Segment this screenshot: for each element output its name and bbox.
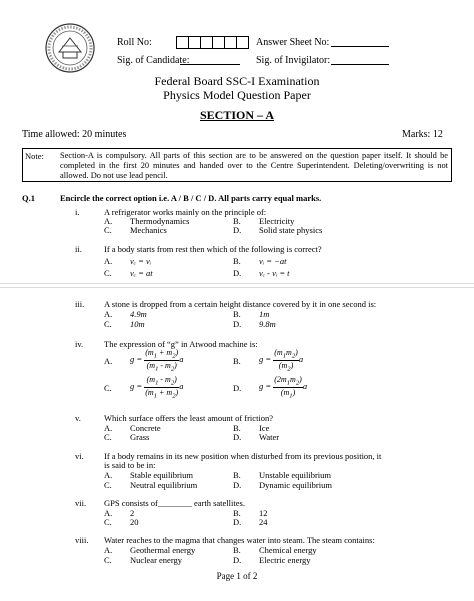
item-vi-num: vi. [75, 451, 84, 461]
opt-d-label: D. [233, 268, 242, 278]
opt-b-label: B. [233, 470, 241, 480]
opt-c-label: C. [104, 432, 112, 442]
item-viii-opt-d[interactable]: Electric energy [259, 555, 311, 565]
federal-board-seal-icon [44, 22, 96, 74]
item-v-text: Which surface offers the least amount of friction? [104, 413, 274, 423]
opt-b-label: B. [233, 216, 241, 226]
opt-d-label: D. [233, 517, 242, 527]
item-iv-opt-d[interactable]: g = $\frac{(2m_1m_2)}{(m_1)}$ a [259, 375, 308, 400]
item-vii-opt-b[interactable]: 12 [259, 508, 268, 518]
item-v-opt-c[interactable]: Grass [130, 432, 150, 442]
opt-a-label: A. [104, 216, 113, 226]
opt-c-label: C. [104, 480, 112, 490]
opt-d-label: D. [233, 225, 242, 235]
item-viii-text: Water reaches to the magma that changes water into steam. The steam contains: [104, 535, 375, 545]
item-i-opt-a[interactable]: Thermodynamics [130, 216, 190, 226]
opt-c-label: C. [104, 225, 112, 235]
opt-d-label: D. [233, 319, 242, 329]
item-vii-opt-a[interactable]: 2 [130, 508, 135, 518]
item-i-opt-d[interactable]: Solid state physics [259, 225, 323, 235]
opt-a-label: A. [104, 423, 113, 433]
item-iv-opt-b[interactable]: g = $\frac{(m_1m_2)}{(m_2)}$ a [259, 348, 304, 373]
sig-candidate-label: Sig. of Candidate: [117, 55, 190, 66]
item-i-opt-b[interactable]: Electricity [259, 216, 295, 226]
item-iii-text: A stone is dropped from a certain height distance covered by it in one second is: [104, 299, 377, 309]
note-label: Note: [25, 151, 44, 161]
item-viii-opt-a[interactable]: Geothermal energy [130, 545, 196, 555]
page-break [0, 283, 474, 288]
marks: Marks: 12 [402, 129, 443, 140]
item-iii-opt-c[interactable]: 10m [130, 319, 145, 329]
roll-no-label: Roll No: [117, 37, 152, 48]
paper-title: Physics Model Question Paper [163, 88, 311, 102]
opt-a-label: A. [104, 470, 113, 480]
item-i-text: A refrigerator works mainly on the principle of: [104, 207, 267, 217]
item-viii-num: viii. [75, 535, 89, 545]
opt-a-label: A. [104, 356, 113, 366]
opt-b-label: B. [233, 508, 241, 518]
q1-instruction: Encircle the correct option i.e. A / B / C / D. All parts carry equal marks. [60, 193, 322, 203]
opt-b-label: B. [233, 256, 241, 266]
item-iii-opt-a[interactable]: 4.9m [130, 309, 147, 319]
item-ii-opt-a[interactable]: vₑ = vᵢ [130, 256, 152, 266]
item-v-num: v. [75, 413, 81, 423]
opt-d-label: D. [233, 432, 242, 442]
item-ii-num: ii. [75, 244, 82, 254]
opt-c-label: C. [104, 517, 112, 527]
item-vi-text: If a body remains in its new position when disturbed from its previous position, it [104, 451, 382, 461]
exam-title: Federal Board SSC-I Examination [154, 74, 320, 88]
item-ii-opt-c[interactable]: vₑ = at [130, 268, 153, 278]
opt-d-label: D. [233, 383, 242, 393]
item-ii-text: If a body starts from rest then which of the following is correct? [104, 244, 322, 254]
item-iv-opt-a[interactable]: g = $\frac{(m_1 + m_2)}{(m_1 - m_2)}$ a [130, 348, 184, 373]
opt-c-label: C. [104, 383, 112, 393]
opt-c-label: C. [104, 319, 112, 329]
page-number: Page 1 of 2 [216, 571, 258, 581]
item-vii-opt-c[interactable]: 20 [130, 517, 139, 527]
item-iv-text: The expression of “g” in Atwood machine is: [104, 339, 258, 349]
q1-number: Q.1 [22, 193, 35, 203]
opt-d-label: D. [233, 480, 242, 490]
time-allowed: Time allowed: 20 minutes [22, 129, 127, 140]
item-viii-opt-b[interactable]: Chemical energy [259, 545, 317, 555]
answer-sheet-field[interactable] [331, 46, 389, 47]
opt-a-label: A. [104, 545, 113, 555]
answer-sheet-label: Answer Sheet No: [256, 37, 330, 48]
opt-a-label: A. [104, 256, 113, 266]
item-i-num: i. [75, 207, 80, 217]
item-vii-num: vii. [75, 498, 87, 508]
section-title: SECTION – A [199, 108, 275, 122]
item-iii-num: iii. [75, 299, 85, 309]
item-ii-opt-b[interactable]: vᵢ = −at [259, 256, 287, 266]
item-vi-opt-a[interactable]: Stable equilibrium [130, 470, 194, 480]
item-iii-opt-d[interactable]: 9.8m [259, 319, 276, 329]
sig-invigilator-field[interactable] [331, 64, 389, 65]
sig-invigilator-label: Sig. of Invigilator: [256, 55, 331, 66]
item-viii-opt-c[interactable]: Nuclear energy [130, 555, 182, 565]
item-vi-opt-c[interactable]: Neutral equilibrium [130, 480, 198, 490]
item-v-opt-b[interactable]: Ice [259, 423, 270, 433]
item-i-opt-c[interactable]: Mechanics [130, 225, 167, 235]
item-iii-opt-b[interactable]: 1m [259, 309, 270, 319]
opt-c-label: C. [104, 268, 112, 278]
sig-candidate-field[interactable] [180, 64, 240, 65]
item-vi-text-2: is said to be in: [104, 460, 156, 470]
opt-b-label: B. [233, 545, 241, 555]
note-text: Section-A is compulsory. All parts of this section are to be answered on the question paper itself. It should be completed in the first 20 minutes and handed over to the Centre Superintendent. Deleting/overwriting is not allowed. Do not use lead pencil. [60, 151, 448, 180]
item-vii-text: GPS consists of________ earth satellites. [104, 498, 245, 508]
item-v-opt-d[interactable]: Water [259, 432, 280, 442]
item-ii-opt-d[interactable]: vₑ - vᵢ = t [259, 268, 290, 278]
opt-b-label: B. [233, 356, 241, 366]
opt-d-label: D. [233, 555, 242, 565]
opt-b-label: B. [233, 423, 241, 433]
opt-a-label: A. [104, 309, 113, 319]
item-vii-opt-d[interactable]: 24 [259, 517, 268, 527]
opt-a-label: A. [104, 508, 113, 518]
item-iv-num: iv. [75, 339, 84, 349]
opt-b-label: B. [233, 309, 241, 319]
item-vi-opt-d[interactable]: Dynamic equilibrium [259, 480, 332, 490]
roll-no-boxes[interactable] [177, 36, 249, 49]
opt-c-label: C. [104, 555, 112, 565]
item-iv-opt-c[interactable]: g = $\frac{(m_1 - m_2)}{(m_1 + m_2)}$ a [130, 375, 184, 400]
item-v-opt-a[interactable]: Concrete [130, 423, 161, 433]
item-vi-opt-b[interactable]: Unstable equilibrium [259, 470, 332, 480]
